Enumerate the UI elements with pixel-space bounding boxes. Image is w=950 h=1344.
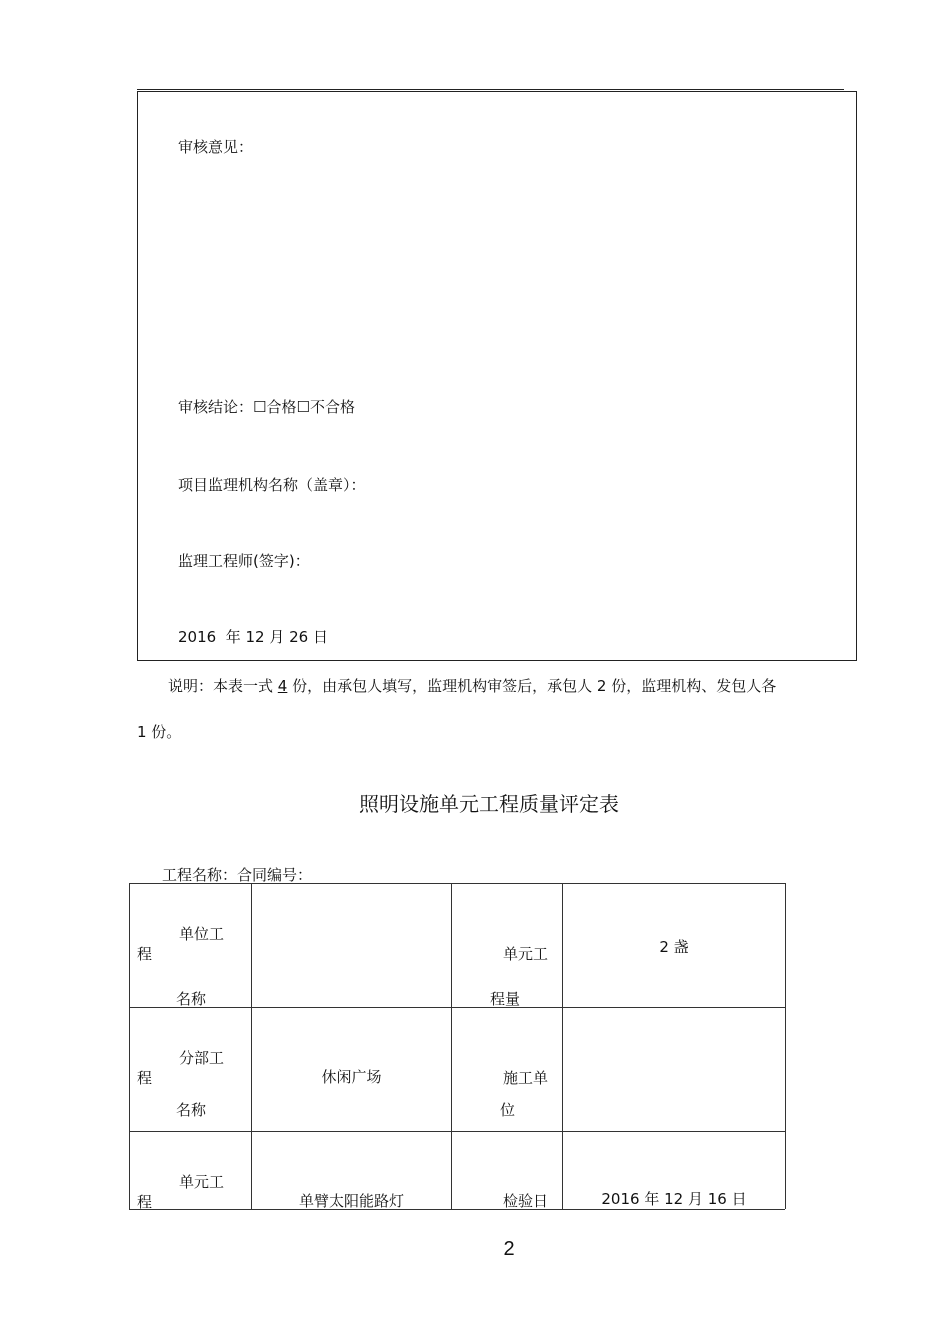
table-row-divider [129,1131,785,1132]
table-col-divider [129,883,130,1209]
row1-label-c: 名称 [176,990,207,1008]
row3-label-b: 程 [137,1193,153,1211]
table-border-bottom [129,1209,785,1210]
row2-label-b: 程 [137,1069,153,1087]
row1-label2-a: 单元工 [503,945,549,963]
row1-label-a: 单位工 [179,925,225,943]
row3-value: 单臂太阳能路灯 [298,1192,404,1210]
engineer-signature-label: 监理工程师(签字)： [178,552,310,570]
table-col-divider [451,883,452,1209]
note-copies: 4 [277,677,288,695]
pass-label: 合格 [266,398,297,416]
review-conclusion [178,398,355,416]
table-row-divider [129,1007,785,1008]
row2-label2-b: 位 [500,1101,516,1119]
review-opinion-label: 审核意见： [178,138,254,156]
note-prefix: 说明：本表一式 [168,677,274,695]
table-col-divider [562,883,563,1209]
row1-value2: 2 盏 [659,938,689,956]
row2-label2-a: 施工单 [503,1069,549,1087]
page-number: 2 [503,1238,515,1260]
conclusion-label: 审核结论： [178,398,254,416]
table-col-divider [251,883,252,1209]
row2-label-a: 分部工 [179,1049,225,1067]
fail-label: 不合格 [309,398,355,416]
form-header: 工程名称：合同编号： [162,866,313,884]
row1-label2-b: 程量 [490,990,521,1008]
row3-label2-a: 检验日 [503,1192,549,1210]
note-line-2: 1 份。 [137,723,182,741]
review-box [137,91,857,661]
top-rule [137,89,844,90]
form-title: 照明设施单元工程质量评定表 [359,792,619,816]
row1-label-b: 程 [137,945,153,963]
fail-checkbox[interactable]: ☐ [296,398,310,416]
table-border-top [129,883,785,884]
row2-value: 休闲广场 [321,1068,382,1086]
table-col-divider [785,883,786,1209]
pass-checkbox[interactable]: ☐ [253,398,267,416]
review-date [178,628,328,646]
supervision-org-label: 项目监理机构名称（盖章）： [178,476,366,494]
row3-value2: 2016 年 12 月 16 日 [601,1190,747,1208]
review-date-year: 2016 [178,628,217,646]
row2-label-c: 名称 [176,1101,207,1119]
note-line-1 [168,677,776,695]
row3-label-a: 单元工 [179,1173,225,1191]
review-date-rest: 年 12 月 26 日 [225,628,328,646]
note-suffix: 份，由承包人填写，监理机构审签后，承包人 2 份，监理机构、发包人各 [292,677,777,695]
